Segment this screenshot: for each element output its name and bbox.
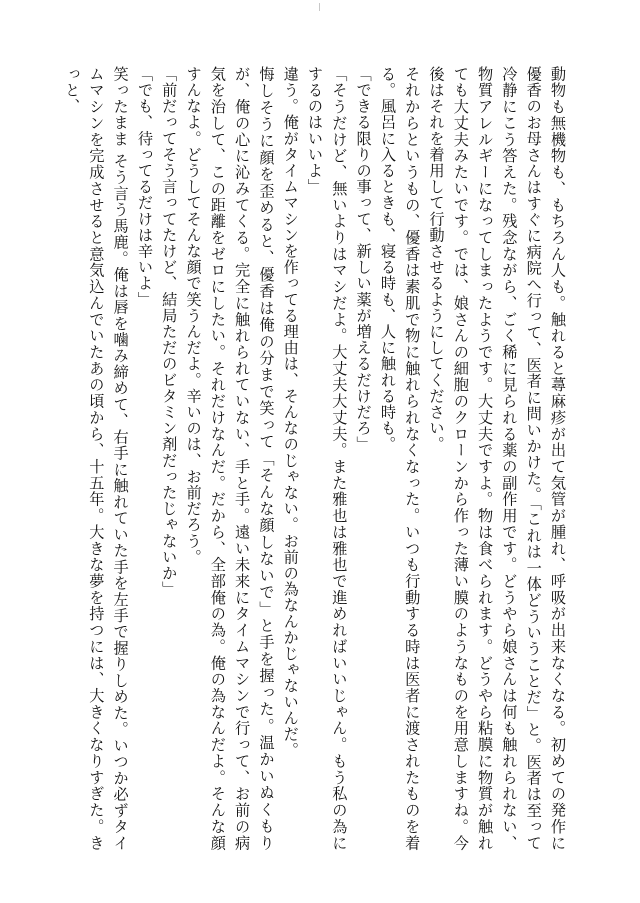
paragraph: 動物も無機物も、もちろん人も。触れると蕁麻疹が出て気管が腫れ、呼吸が出来なくなる。初めての発作に優香のお母さんはすぐに病院へ行って、医者に問いかけた。「これは一体どういうことだ」と。医者は至って冷静にこう答えた。残念ながら、ごく稀に見られる薬の副作用です。どうやら娘さんは何も触れられない、物質アレルギーになってしまったようです。大丈夫ですよ。物は食べられます。どうやら粘膜に物質が触れても大丈夫みたいです。では、娘さんの細胞のクローンから作った薄い膜のようなものを用意しますね。今後はそれを着用して行動させるようにしてください。	[427, 66, 567, 851]
paragraph: それからというもの、優香は素肌で物に触れられなくなった。いつも行動する時は医者に渡されたものを着る。風呂に入るときも、寝る時も、人に触れる時も。	[378, 66, 422, 851]
novel-text-body	[50, 66, 570, 851]
page-top-mark	[319, 3, 322, 11]
dialogue-paragraph: 「前だってそう言ってたけど、結局ただのビタミン剤だったじゃないか」	[160, 66, 179, 598]
dialogue-paragraph: 「でも、待ってるだけは辛いよ」	[135, 66, 154, 308]
dialogue-paragraph: 「できる限りの事って、新しい薬が増えるだけだろ」	[354, 66, 373, 453]
paragraph: 笑ったまま そう言う馬鹿。俺は唇を噛み締めて、右手に触れていた手を左手で握りしめた。いつか必ずタイムマシンを完成させると意気込んでいたあの頃から、十五年。大きな夢を持つには、大きくなりすぎた。きっと、	[63, 66, 130, 851]
paragraph: 悔しそうに顔を歪めると、優香は俺の分まで笑って「そんな顔しないで」と手を握った。温かいぬくもりが、俺の心に沁みてくる。完全に触れられていない、手と手。遠い未来にタイムマシンで行って、お前の病気を治して、この距離をゼロにしたい。それだけなんだ。だから、全部俺の為。俺の為なんだよ。そんな顔すんなよ。どうしてそんな顔で笑うんだよ。辛いのは、お前だろう。	[184, 66, 276, 851]
paragraph: 違う。俺がタイムマシンを作ってる理由は、そんなのじゃない。お前の為なんかじゃないんだ。	[281, 66, 300, 759]
dialogue-paragraph: 「そうだけど、無いよりはマシだよ。大丈夫大丈夫。また雅也は雅也で進めればいいじゃん。もう私の為にするのはいいよ」	[306, 66, 349, 851]
